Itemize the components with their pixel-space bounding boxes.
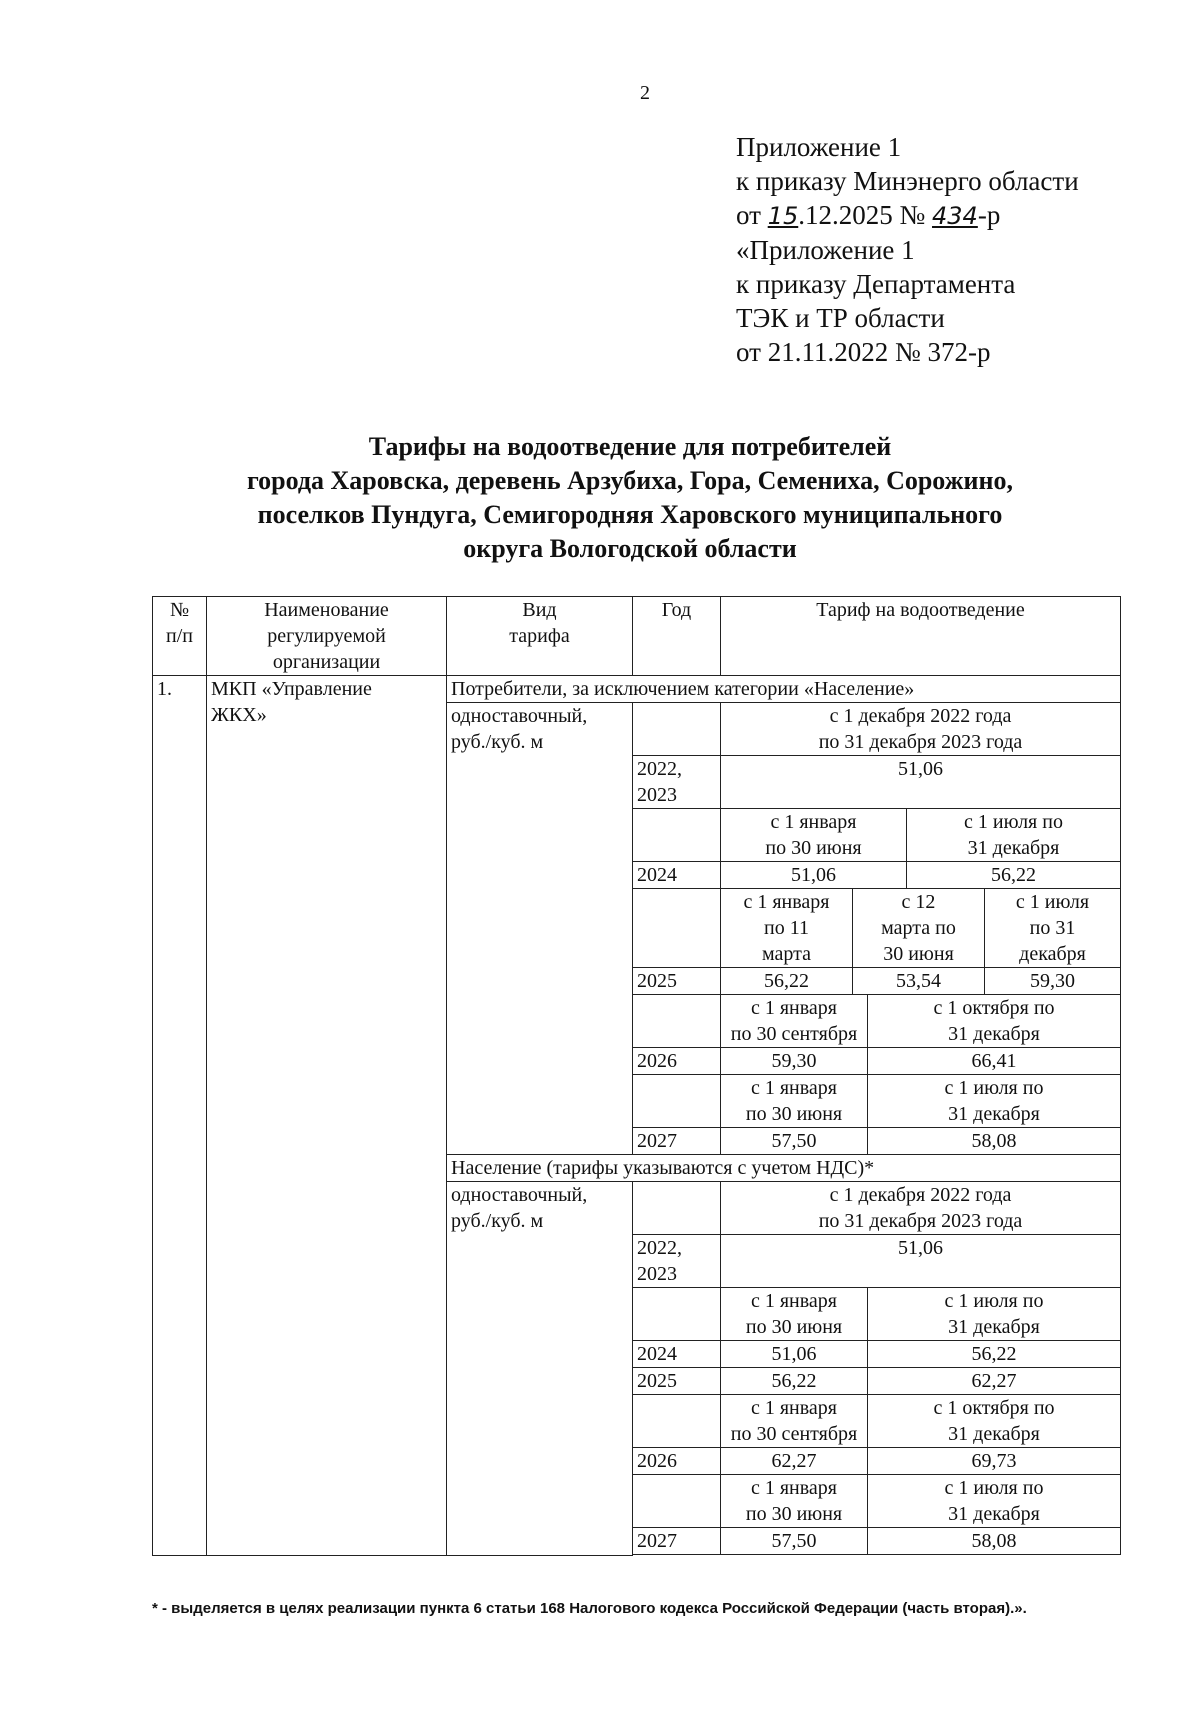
value-cell: 56,22 (907, 862, 1121, 889)
value-cell: 57,50 (721, 1128, 868, 1155)
period-cell: с 12 марта по 30 июня (853, 889, 985, 968)
year-cell (633, 1182, 721, 1235)
value-cell: 59,30 (721, 1048, 868, 1075)
document-title (150, 430, 1110, 566)
period-cell: с 1 июля по 31 декабря (985, 889, 1121, 968)
value-cell: 56,22 (721, 968, 853, 995)
annex-line: ТЭК и ТР области (736, 303, 945, 333)
value-cell: 56,22 (868, 1341, 1121, 1368)
value-cell: 51,06 (721, 756, 1121, 809)
year-cell (633, 1075, 721, 1128)
organization-name: МКП «Управление ЖКХ» (207, 676, 447, 1556)
year-cell: 2025 (633, 1368, 721, 1395)
tariff-kind: одноставочный, руб./куб. м (447, 1182, 633, 1556)
spacer-cell (633, 1555, 1121, 1556)
period-cell: с 1 июля по 31 декабря (907, 809, 1121, 862)
section-caption: Потребители, за исключением категории «Население» (447, 676, 1121, 703)
table-row (153, 676, 1121, 703)
annex-line: Приложение 1 (736, 132, 902, 162)
title-line: округа Вологодской области (463, 534, 797, 563)
value-cell: 53,54 (853, 968, 985, 995)
year-cell: 2025 (633, 968, 721, 995)
value-cell: 51,06 (721, 862, 907, 889)
header-tariff-kind: Вид тарифа (447, 597, 633, 676)
period-cell: с 1 января по 11 марта (721, 889, 853, 968)
period-cell: с 1 октября по 31 декабря (868, 995, 1121, 1048)
year-cell: 2024 (633, 862, 721, 889)
annex-text: .12.2025 № (798, 200, 933, 230)
annex-line: к приказу Департамента (736, 269, 1016, 299)
title-line: поселков Пундуга, Семигородняя Харовского муниципального (257, 500, 1003, 529)
table-header-row (153, 597, 1121, 676)
value-cell: 57,50 (721, 1528, 868, 1555)
year-cell (633, 1475, 721, 1528)
value-cell: 51,06 (721, 1341, 868, 1368)
year-cell (633, 995, 721, 1048)
annex-line: «Приложение 1 (736, 235, 915, 265)
year-cell: 2022, 2023 (633, 756, 721, 809)
tariff-kind: одноставочный, руб./куб. м (447, 703, 633, 1155)
period-cell: с 1 января по 30 июня (721, 809, 907, 862)
year-cell: 2026 (633, 1048, 721, 1075)
year-cell: 2022, 2023 (633, 1235, 721, 1288)
value-cell: 58,08 (868, 1128, 1121, 1155)
value-cell: 58,08 (868, 1528, 1121, 1555)
section-caption: Население (тарифы указываются с учетом НДС)* (447, 1155, 1121, 1182)
value-cell: 51,06 (721, 1235, 1121, 1288)
handwritten-number: 434 (932, 202, 978, 230)
annex-text: -р (977, 200, 1001, 230)
year-cell: 2024 (633, 1341, 721, 1368)
value-cell: 62,27 (868, 1368, 1121, 1395)
period-cell: с 1 января по 30 июня (721, 1288, 868, 1341)
annex-line: к приказу Минэнерго области (736, 166, 1079, 196)
tariff-table (152, 596, 1121, 1556)
header-tariff: Тариф на водоотведение (721, 597, 1121, 676)
year-cell (633, 1288, 721, 1341)
handwritten-day: 15 (767, 202, 799, 230)
title-line: города Харовска, деревень Арзубиха, Гора, Семениха, Сорожино, (247, 466, 1013, 495)
year-cell (633, 889, 721, 968)
year-cell: 2027 (633, 1128, 721, 1155)
row-number: 1. (153, 676, 207, 1556)
value-cell: 59,30 (985, 968, 1121, 995)
year-cell: 2026 (633, 1448, 721, 1475)
period-cell: с 1 октября по 31 декабря (868, 1395, 1121, 1448)
title-line: Тарифы на водоотведение для потребителей (368, 432, 892, 461)
period-cell: с 1 июля по 31 декабря (868, 1475, 1121, 1528)
footnote: * - выделяется в целях реализации пункта 6 статьи 168 Налогового кодекса Российской Федерации (часть вторая).». (152, 1600, 1027, 1617)
year-cell (633, 809, 721, 862)
annex-text: от (736, 200, 768, 230)
header-organization: Наименование регулируемой организации (207, 597, 447, 676)
period-cell: с 1 декабря 2022 года по 31 декабря 2023 года (721, 1182, 1121, 1235)
period-cell: с 1 июля по 31 декабря (868, 1075, 1121, 1128)
year-cell (633, 703, 721, 756)
value-cell: 69,73 (868, 1448, 1121, 1475)
value-cell: 66,41 (868, 1048, 1121, 1075)
period-cell: с 1 января по 30 июня (721, 1475, 868, 1528)
period-cell: с 1 июля по 31 декабря (868, 1288, 1121, 1341)
period-cell: с 1 января по 30 сентября (721, 1395, 868, 1448)
value-cell: 56,22 (721, 1368, 868, 1395)
annex-line-order (736, 198, 1079, 233)
period-cell: с 1 января по 30 июня (721, 1075, 868, 1128)
header-number: № п/п (153, 597, 207, 676)
period-cell: с 1 января по 30 сентября (721, 995, 868, 1048)
page-number: 2 (640, 82, 650, 104)
year-cell (633, 1395, 721, 1448)
value-cell: 62,27 (721, 1448, 868, 1475)
year-cell: 2027 (633, 1528, 721, 1555)
annex-line: от 21.11.2022 № 372-р (736, 337, 991, 367)
period-cell: с 1 декабря 2022 года по 31 декабря 2023 года (721, 703, 1121, 756)
header-year: Год (633, 597, 721, 676)
annex-block (736, 130, 1079, 369)
